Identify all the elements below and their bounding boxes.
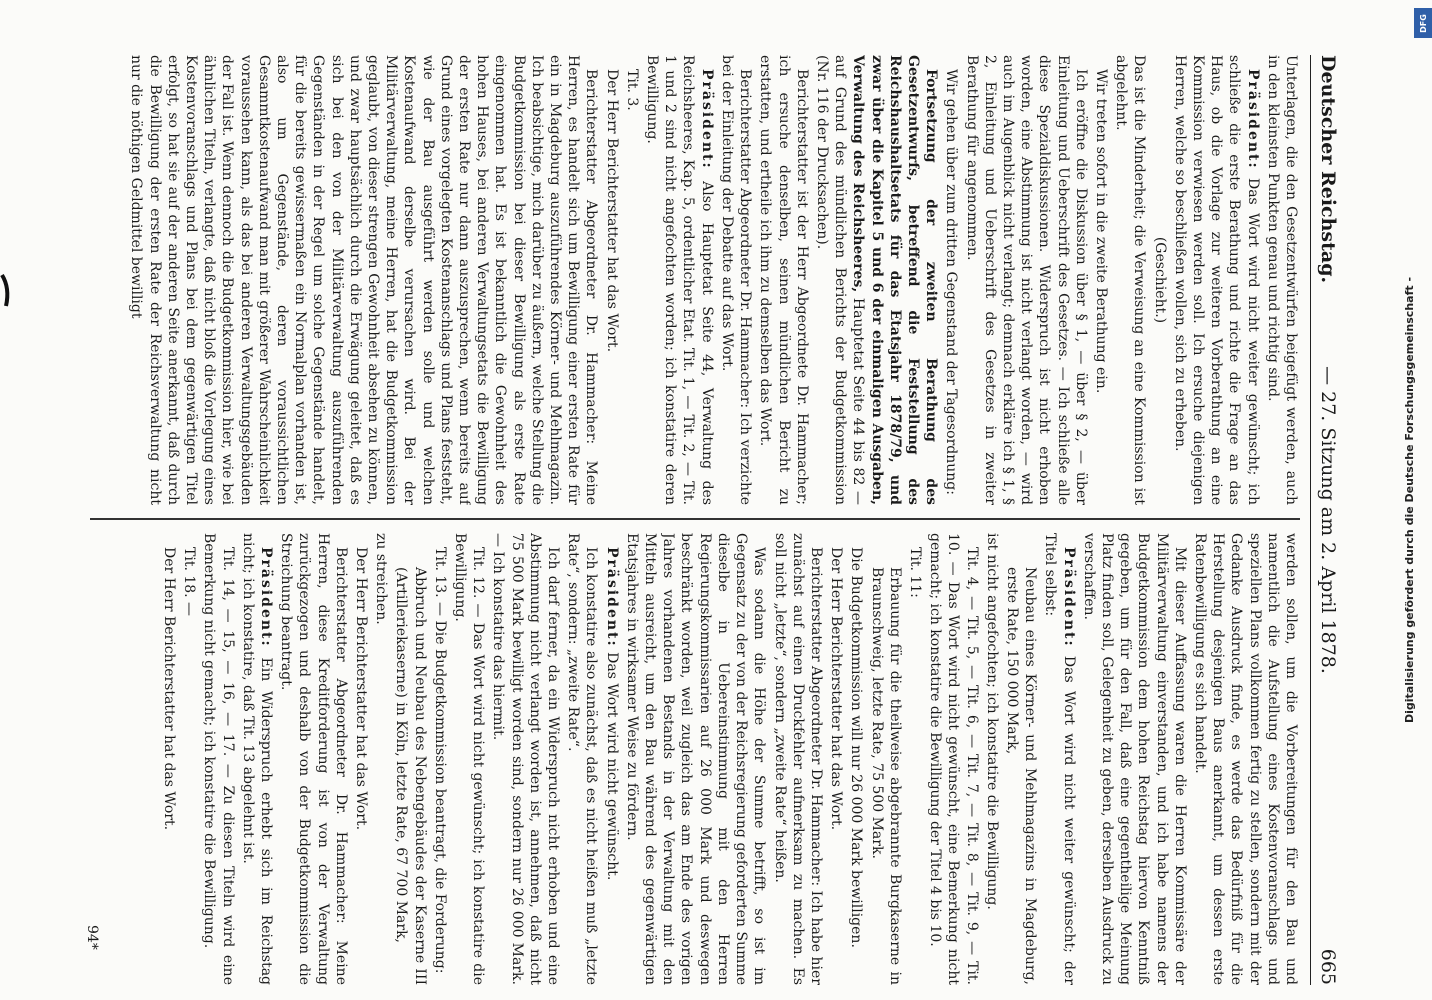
paragraph: Präsident: Ein Widerspruch erhebt sich im Reichstag nicht; ich konstatire, daß Tit. 13 abgelehnt ist. [239,533,275,985]
paragraph: Präsident: Das Wort wird nicht gewünscht. [603,547,620,881]
paragraph: Fortsetzung der zweiten Berathung des Gesetzentwurfs, betreffend die Feststellung des Reichshaushaltsetats für das Etatsjahr 1878/79, und zwar über die Kapitel 5 und 6 der einmaligen Ausgaben, Verwaltung des Reichsheeres, Hauptetat Seite 44 bis 82 — auf Grund des mündlichen Berichts der Budgetkommission (Nr. 116 der Drucksachen). [813,55,940,505]
header-publication: Deutscher Reichstag. [1317,55,1339,284]
scan-artifact-mark [0,270,22,310]
paragraph: (Geschieht.) [1151,236,1168,324]
paragraph: Berichterstatter Abgeordneter Dr. Hammacher: Ich habe hier zunächst auf einen Druckfehler aufmerksam zu machen. Es soll nicht „letzte“, sondern „zweite Rate“ heißen. [771,533,824,985]
paragraph: zu streichen. [373,533,390,625]
paragraph: Das ist die Minderheit; die Verweisung an eine Kommission ist abgelehnt. [1113,55,1148,505]
paragraph: Ich konstatire also zunächst, daß es nicht heißen muß „letzte Rate“, sondern: „zweite Rate“. [565,533,600,985]
column-divider [90,518,1300,520]
paragraph: Tit. 3. [623,69,640,111]
paragraph: Tit. 14, — 15, — 16, — 17. — Zu diesen Titeln wird eine Bemerkung nicht gemacht; ich konstatire die Bewilligung. [201,533,236,985]
paragraph: Tit. 12. — Das Wort wird nicht gewünscht; ich konstatire die Bewilligung. [452,533,487,985]
paragraph: werden sollen, um die Vorbereitungen für den Bau und namentlich die Aufstellung eines Kostenvoranschlags und speziellen Plans vollkommen fertig zu stellen, sondern mit der Gedanke Ausdruck finde, es werde das Bedürfniß für die Herstellung desjenigen Baus anerkannt, um dessen erste Ratenbewilligung es sich handelt. [1191,533,1299,985]
paragraph: Was sodann die Höhe der Summe betrifft, so ist im Gegensatz zu der von der Reichsregierung geforderten Summe dieselbe in Uebereinstimmung mit den Herren Regierungskommissarien auf 26 000 Mark und deswegen beschränkt worden, weil zugleich das am Ende des vorigen Jahres vorhandenen Bestands in der Verwaltung mit den Mitteln ausreicht, um den Bau während des gegenwärtigen Etatsjahres in wirksamer Weise zu fördern. [623,533,768,985]
paragraph: Der Herr Berichterstatter hat das Wort. [161,547,178,831]
paragraph: Tit. 11: [906,547,923,598]
paragraph: Ich eröffne die Diskussion über § 1, — über § 2, — über Einleitung und Ueberschrift des Gesetzes. — Ich schließe alle diese Spezialdiskussionen. Widerspruch ist nicht erhoben worden, eine Abstimmung ist nicht verlangt worden, — wird auch im Augenblick nicht verlangt; demnach erkläre ich § 1, § 2, Einleitung und Ueberschrift des Gesetzes in zweiter Berathung für angenommen. [963,55,1089,505]
column-right [90,533,1300,985]
paragraph: Der Herr Berichterstatter hat das Wort. [603,69,620,353]
paragraph: Mit dieser Auffassung waren die Herren Kommissäre der Militärverwaltung einverstanden, und ich habe namens der Budgetkommission dem hohen Reichstag hiervon Kenntniß gegeben, um für den Fall, daß eine gegentheilige Meinung Platz finden soll, Gelegenheit zu geben, derselben Ausdruck zu verschaffen. [1080,533,1188,985]
paragraph: Wir treten sofort in die zweite Berathung ein. [1092,69,1109,394]
attribution-strip [1403,10,1428,990]
paragraph: Präsident: Das Wort wird nicht weiter gewünscht; ich schließe die erste Berathung und richte die Frage an das Haus, ob die Vorlage zur weiteren Vorberathung an eine Kommission verwiesen werden soll. Ich ersuche diejenigen Herren, welche so beschließen wollen, sich zu erheben. [1171,55,1261,505]
paragraph: Berichterstatter Abgeordneter Dr. Hammacher: Meine Herren, diese Kreditforderung ist von der Verwaltung zurückgezogen und deshalb von der Budgetkommission die Streichung beantragt. [278,533,349,985]
paragraph: Berichterstatter Abgeordneter Dr. Hammacher: Ich verzichte bei der Einleitung der Debatte auf das Wort. [718,55,754,505]
paragraph: ist nicht angefochten; ich konstatire die Bewilligung. [983,533,1000,910]
signature-mark: 94* [84,925,100,950]
paragraph: Ich darf ferner, da ein Widerspruch nicht erhoben und eine Abstimmung nicht verlangt worden ist, annehmen, daß nicht 75 500 Mark bewilligt worden sind, sondern nur 26 000 Mark. — Ich konstatire das hiermit. [490,533,562,985]
header-session: — 27. Sitzung am 2. April 1878. [1317,366,1339,674]
paragraph: Abbruch und Neubau des Nebengebäudes der Kaserne III (Artilleriekaserne) in Köln, letzte Rate, 67 700 Mark, [393,567,428,985]
paragraph: Wir gehen über zum dritten Gegenstand der Tagesordnung: [943,69,960,495]
paragraph: Berichterstatter ist der Herr Abgeordnete Dr. Hammacher; ich ersuche denselben, seinen mündlichen Bericht zu erstatten, und ertheile ich ihm zu demselben das Wort. [757,55,810,505]
paragraph: Der Herr Berichterstatter hat das Wort. [828,547,845,831]
column-left [90,55,1300,505]
attribution-text: Digitalisierung gefördert durch die Deutsche Forschungsgemeinschaft - [1403,276,1416,724]
header-page-number: 665 [1317,948,1339,985]
paragraph: Neubau eines Körner- und Mehlmagazins in Magdeburg, erste Rate, 150 000 Mark, [1003,567,1039,985]
rotated-page-content [80,55,1350,985]
dfg-logo: DFG [1414,8,1432,38]
paragraph: Erbauung für die theilweise abgebrannte Burgkaserne in Braunschweig, letzte Rate, 75 500 Mark. [868,567,903,985]
paragraph: Tit. 18. — [181,547,198,617]
paragraph: Der Herr Berichterstatter hat das Wort. [353,547,370,831]
paragraph: Tit. 13. — Die Budgetkommission beantragt, die Forderung: [431,547,448,974]
text-columns [80,55,1300,985]
page-header [1310,55,1350,985]
paragraph: Unterlagen, die den Gesetzentwürfen beigefügt werden, auch in den kleinsten Punkten genau und richtig sind. [1264,55,1299,505]
paragraph: Die Budgetkommission will nur 26 000 Mark bewilligen. [848,547,865,948]
paragraph: Tit. 4, — Tit. 5, — Tit. 6, — Tit. 7, — Tit. 8, — Tit. 9, — Tit. 10. — Das Wort wird nicht gewünscht, eine Bemerkung nicht gemacht; ich konstatire die Bewilligung der Titel 4 bis 10. [927,533,980,985]
paragraph: Berichterstatter Abgeordneter Dr. Hammacher: Meine Herren, es handelt sich um Bewilligung einer ersten Rate für ein in Magdeburg auszuführendes Körner- und Mehlmagazin. Ich beabsichtige, mich darüber zu äußern, welche Stellung die Budgetkommission bei dieser Bewilligung als erste Rate eingenommen hat. Es ist bekanntlich die Gewohnheit des hohen Hauses, bei anderen Verwaltungsetats die Bewilligung der ersten Rate nur dann auszusprechen, wenn bereits auf Grund eines vorgelegten Kostenanschlags und Plans feststeht, wie der Bau ausgeführt werden solle und welchen Kostenaufwand derselbe verursachen wird. Bei der Militärverwaltung, meine Herren, hat die Budgetkommission geglaubt, von dieser strengen Gewohnheit absehen zu können, und zwar hauptsächlich durch die Erwägung geleitet, daß es sich bei den von der Militärverwaltung auszuführenden Gegenständen in der Regel um solche Gegenstände handelt, für die bereits gewissermaßen ein Normalplan vorhanden ist, also um Gegenstände, deren voraussichtlichen Gesammtkostenaufwand man mit größerer Wahrscheinlichkeit voraussehen kann, als das bei anderen Verwaltungsgebäuden der Fall ist. Wenn dennoch die Budgetkommission hier, wie bei ähnlichen Titeln, verlangte, daß nicht bloß die Vorlegung eines Kostenvoranschlags und Plans bei dem gegenwärtigen Titel erfolgt, so hat sie auf der anderen Seite anerkannt, daß durch die Bewilligung der ersten Rate der Reichsverwaltung nicht nur die nöthigen Geldmittel bewilligt [128,55,600,505]
paragraph: Präsident: Das Wort wird nicht weiter gewünscht; der Titel selbst: [1042,533,1077,985]
paragraph: Präsident: Also Hauptetat Seite 44, Verwaltung des Reichsheeres, Kap. 5, ordentlicher Etat. Tit. 1, — Tit. 2, — Tit. 1 und 2 sind nicht angefochten worden; ich konstatire deren Bewilligung. [644,55,715,505]
